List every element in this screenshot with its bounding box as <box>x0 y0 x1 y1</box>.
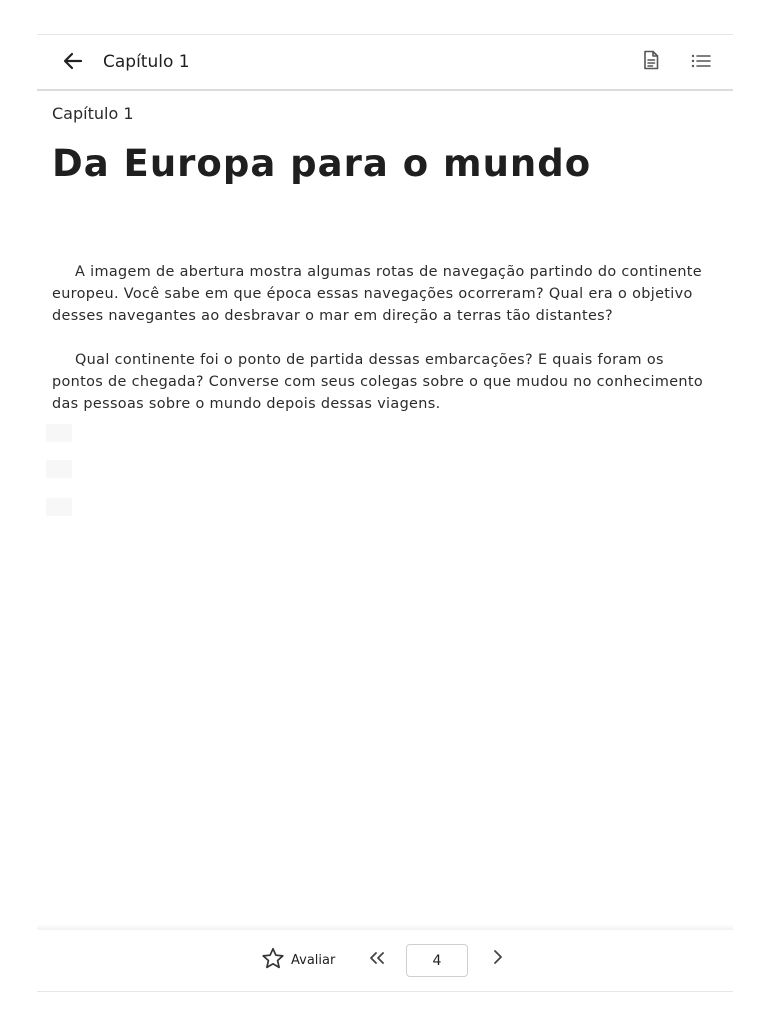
chapter-heading-block <box>52 103 716 188</box>
reader-header <box>37 35 733 91</box>
chapter-label: Capítulo 1 <box>52 104 134 123</box>
placeholder-block <box>46 460 72 478</box>
star-outline-icon <box>261 947 285 974</box>
list-icon <box>691 53 711 72</box>
back-button[interactable] <box>59 49 87 77</box>
header-title: Capítulo 1 <box>103 52 190 72</box>
double-chevron-left-icon <box>368 950 386 969</box>
contents-button[interactable] <box>688 49 714 75</box>
reader-footer <box>37 930 733 992</box>
document-button[interactable] <box>639 49 663 75</box>
placeholder-block <box>46 498 72 516</box>
paragraph: A imagem de abertura mostra algumas rotas de navegação partindo do continente europeu. Você sabe em que época essas navegações ocorreram? Qual era o objetivo desses navegantes ao desbravar o mar em direção a terras tão distantes? <box>52 264 702 324</box>
first-page-button[interactable] <box>365 947 389 971</box>
arrow-left-icon <box>63 52 83 74</box>
page-title: Da Europa para o mundo <box>52 142 592 185</box>
rate-button[interactable] <box>261 945 335 975</box>
document-icon <box>642 50 660 74</box>
placeholder-block <box>46 424 72 442</box>
body-text <box>52 261 716 437</box>
paragraph: Qual continente foi o ponto de partida dessas embarcações? E quais foram os pontos de chegada? Converse com seus colegas sobre o que mudou no conhecimento das pessoas sobre o mundo depois dessas viagens. <box>52 352 704 412</box>
page-number-input[interactable] <box>406 944 468 977</box>
chevron-right-icon <box>491 949 503 969</box>
rate-label: Avaliar <box>291 952 336 968</box>
next-page-button[interactable] <box>485 947 509 971</box>
